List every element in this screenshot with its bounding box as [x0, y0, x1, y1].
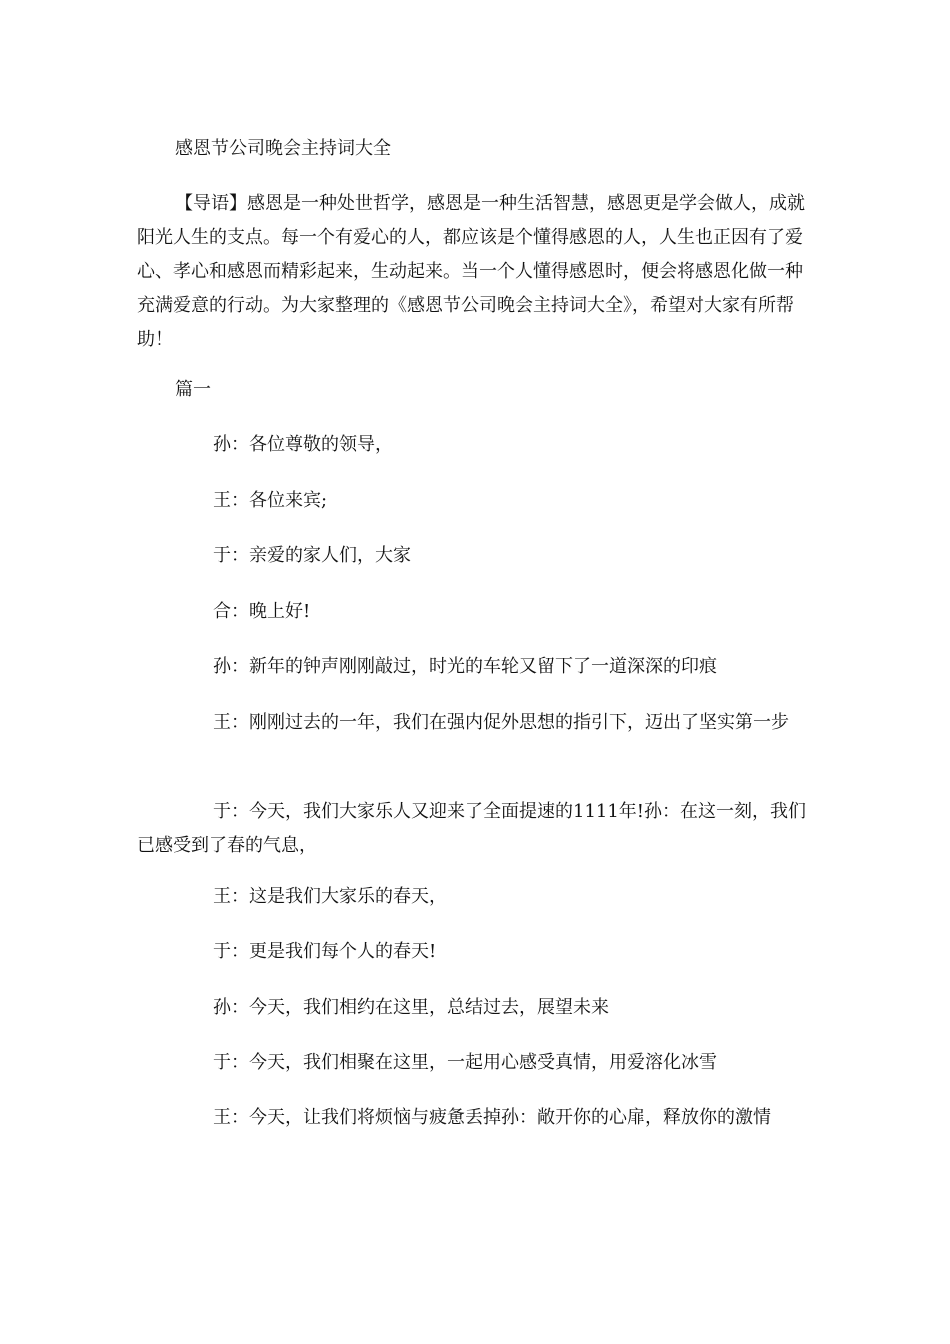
dialogue-line: 孙：新年的钟声刚刚敲过，时光的车轮又留下了一道深深的印痕 — [213, 656, 717, 677]
dialogue-line: 王：今天，让我们将烦恼与疲惫丢掉孙：敞开你的心扉，释放你的激情 — [213, 1107, 771, 1128]
section-title: 篇一 — [175, 379, 211, 400]
dialogue-line: 王：这是我们大家乐的春天， — [213, 886, 447, 907]
dialogue-line: 王：各位来宾; — [213, 490, 328, 511]
dialogue-line: 合：晚上好! — [213, 601, 311, 622]
dialogue-line: 孙：各位尊敬的领导， — [213, 434, 393, 455]
intro-paragraph: 【导语】感恩是一种处世哲学，感恩是一种生活智慧，感恩更是学会做人，成就阳光人生的支点。每一个有爱心的人，都应该是个懂得感恩的人，人生也正因有了爱心、孝心和感恩而精彩起来，生动起来。当一个人懂得感恩时，便会将感恩化做一种充满爱意的行动。为大家整理的《感恩节公司晚会主持词大全》，希望对大家有所帮助！ — [137, 193, 805, 350]
dialogue-line: 于：今天，我们相聚在这里，一起用心感受真情，用爱溶化冰雪 — [213, 1052, 717, 1073]
dialogue-line: 于：亲爱的家人们，大家 — [213, 545, 411, 566]
dialogue-line: 于：更是我们每个人的春天! — [213, 941, 437, 962]
dialogue-line: 孙：今天，我们相约在这里，总结过去，展望未来 — [213, 997, 609, 1018]
dialogue-line: 王：刚刚过去的一年，我们在强内促外思想的指引下，迈出了坚实第一步 — [213, 712, 789, 733]
document-title: 感恩节公司晚会主持词大全 — [175, 138, 391, 159]
dialogue-line: 于：今天，我们大家乐人又迎来了全面提速的1111年!孙：在这一刻，我们已感受到了春的气息， — [137, 801, 807, 856]
